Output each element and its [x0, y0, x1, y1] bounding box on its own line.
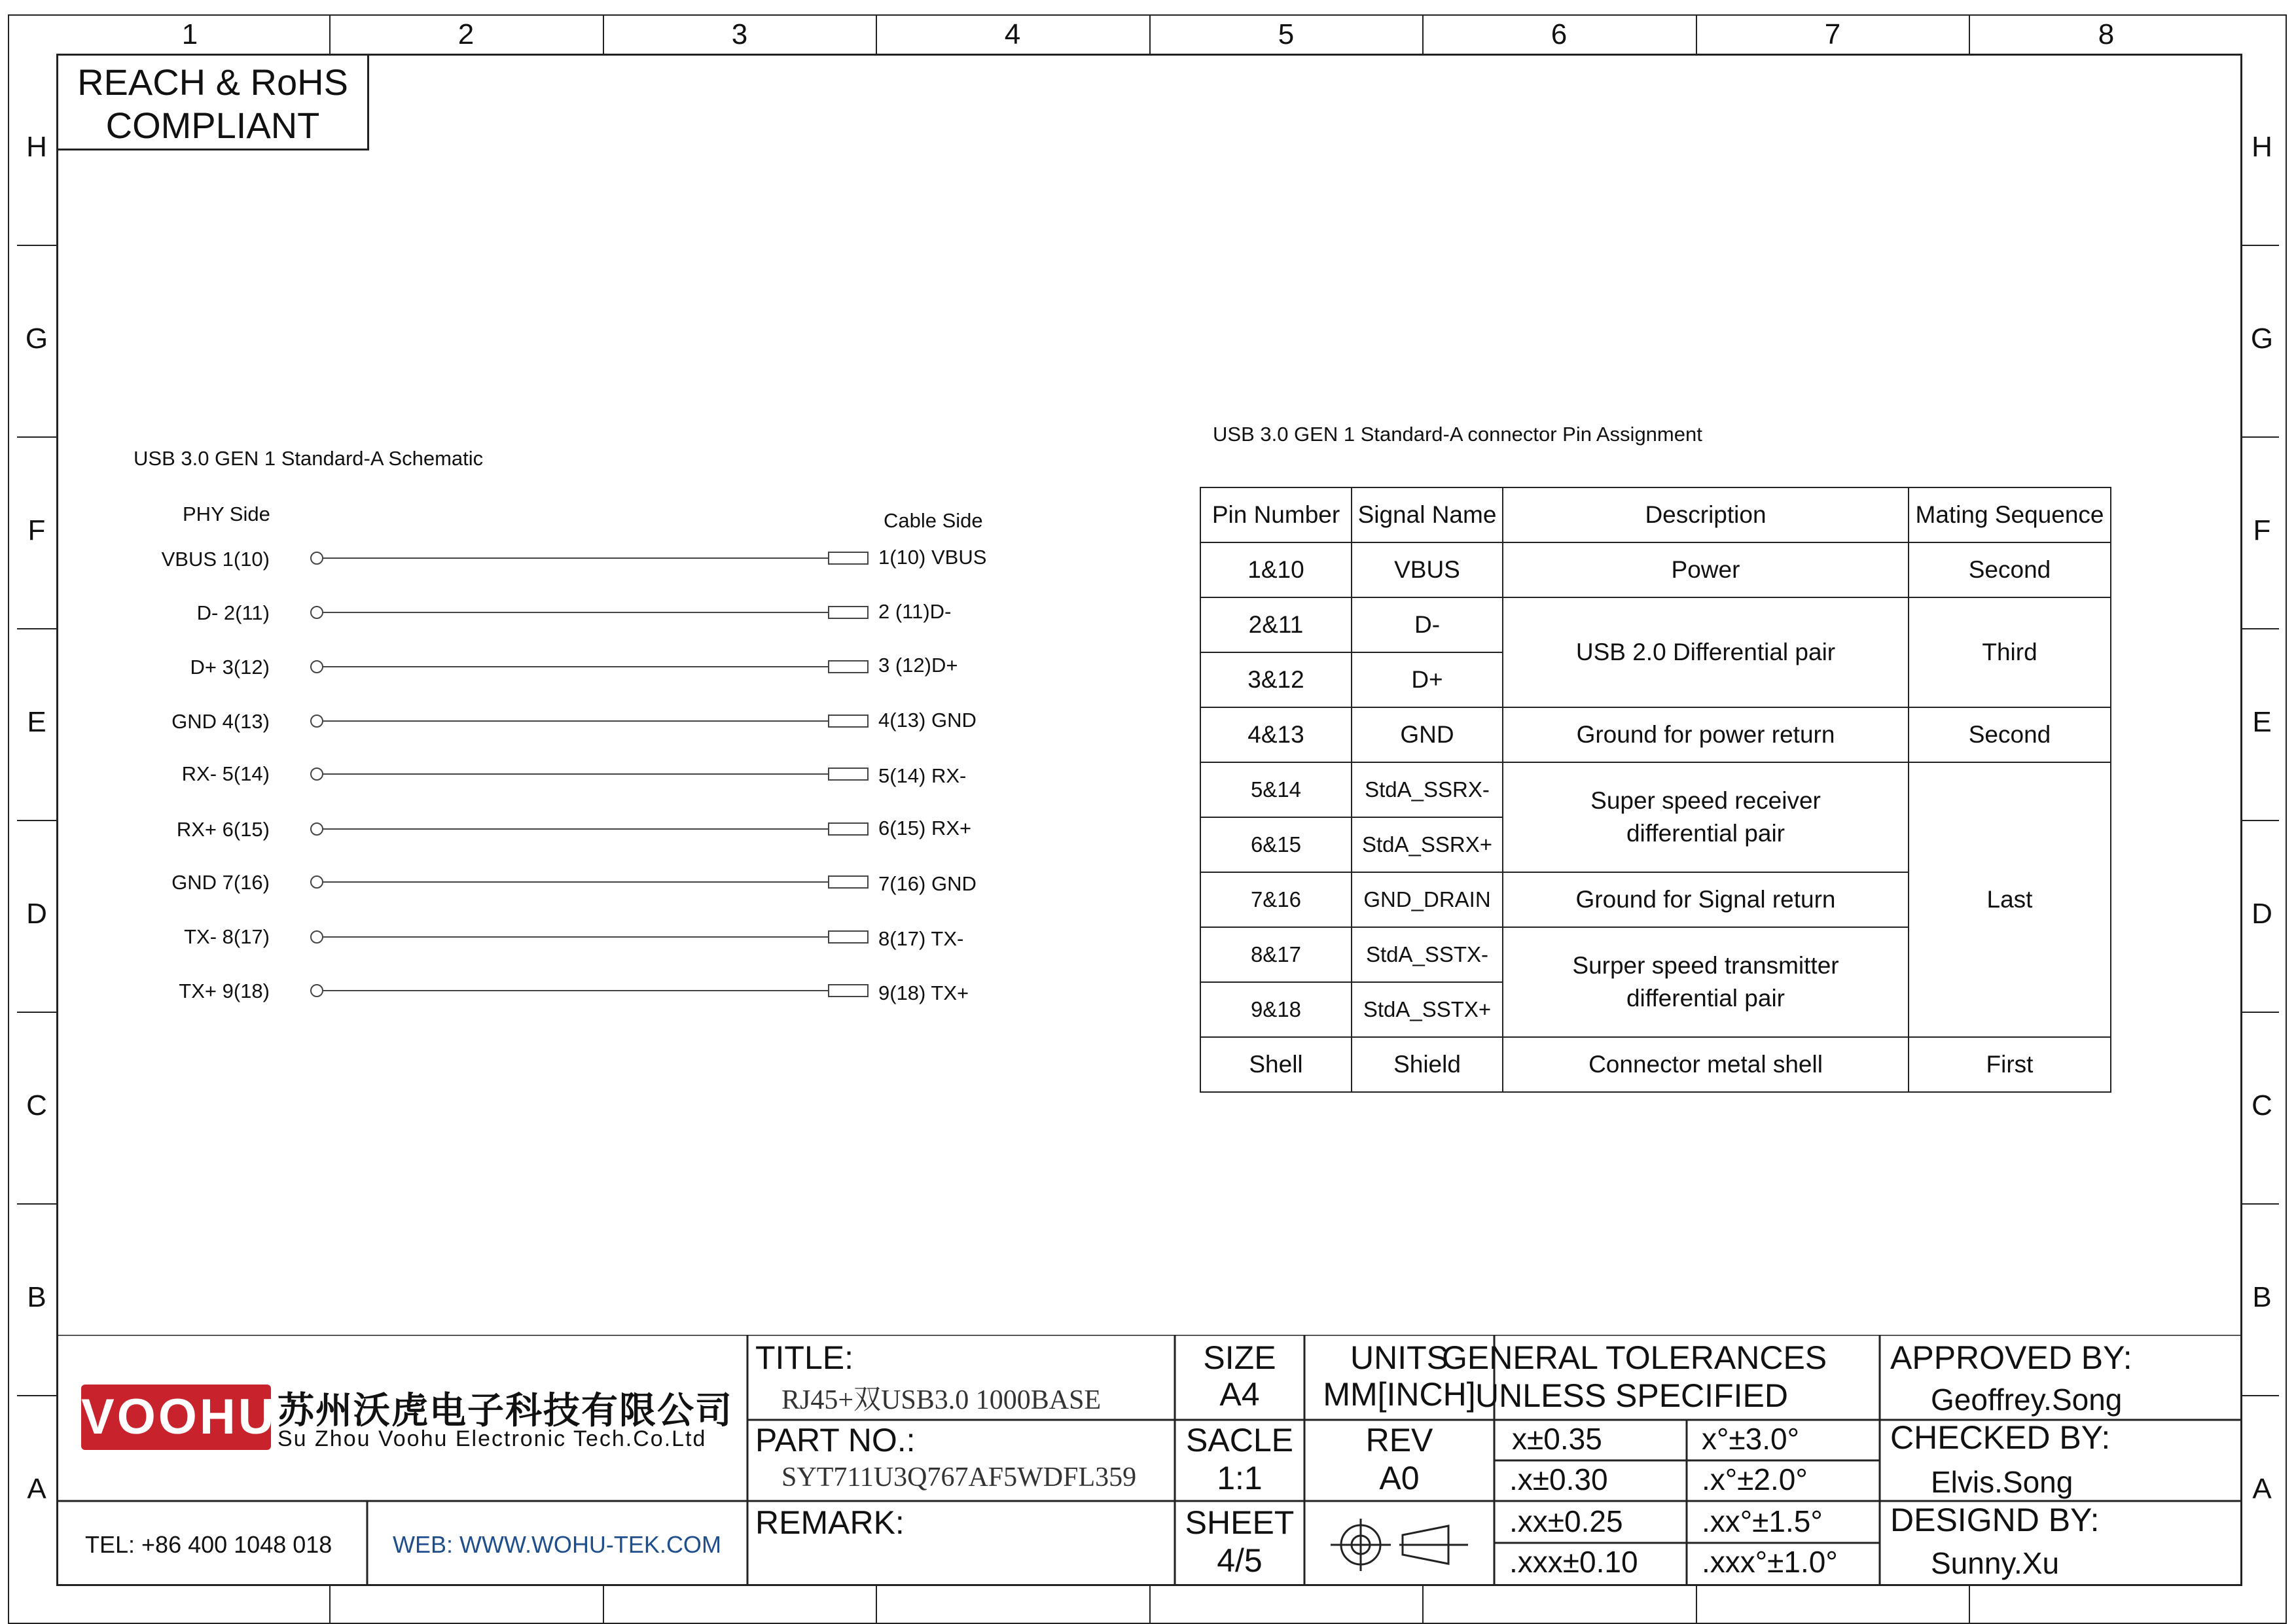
zone-row-label: C	[26, 1089, 47, 1121]
mating-sequence: Last	[1909, 762, 2111, 1037]
tolerance-angular: .x°±2.0°	[1702, 1462, 1808, 1496]
zone-divider	[876, 1586, 877, 1623]
mating-sequence: First	[1909, 1037, 2111, 1092]
description: USB 2.0 Differential pair	[1503, 597, 1909, 707]
phy-pin-label: D+ 3(12)	[190, 656, 270, 679]
table-row	[1200, 542, 2111, 597]
signal-name: VBUS	[1352, 542, 1503, 597]
compliance-line-2: COMPLIANT	[105, 105, 320, 146]
size-value: A4	[1219, 1376, 1260, 1413]
schematic-title: USB 3.0 GEN 1 Standard-A Schematic	[134, 447, 484, 470]
signal-name: GND_DRAIN	[1352, 872, 1503, 927]
phy-pin-label: VBUS 1(10)	[161, 548, 270, 571]
zone-row-label: B	[27, 1281, 46, 1313]
zone-divider	[1696, 14, 1697, 54]
part-number-value: SYT711U3Q767AF5WDFL359	[781, 1462, 1137, 1492]
zone-divider	[17, 436, 56, 438]
tolerance-linear: .x±0.30	[1509, 1462, 1608, 1496]
zone-row-label: A	[2252, 1473, 2272, 1505]
description-line: differential pair	[1626, 820, 1785, 847]
description: Connector metal shell	[1503, 1037, 1909, 1092]
zone-row-label: F	[27, 514, 46, 546]
part-number-label: PART NO.:	[755, 1422, 916, 1458]
tolerance-linear: .xxx±0.10	[1509, 1545, 1638, 1579]
wire-5	[311, 768, 868, 780]
signal-name: GND	[1352, 707, 1503, 762]
table-row	[1200, 1037, 2111, 1092]
wire-6	[311, 823, 868, 835]
cable-pin-label: 5(14) RX-	[878, 764, 967, 787]
signal-name: D-	[1352, 597, 1503, 652]
company-name-en: Su Zhou Voohu Electronic Tech.Co.Ltd	[278, 1426, 707, 1451]
zone-divider	[2242, 628, 2279, 629]
tolerance-linear: .xx±0.25	[1509, 1504, 1623, 1538]
zone-divider	[876, 14, 877, 54]
zone-divider	[17, 245, 56, 246]
zone-column-label: 8	[2098, 18, 2115, 50]
pin-number: 8&17	[1200, 927, 1352, 982]
company-tel: TEL: +86 400 1048 018	[85, 1531, 332, 1558]
tolerance-heading-1: GENERAL TOLERANCES	[1442, 1339, 1827, 1376]
table-row	[1200, 597, 2111, 652]
checked-by-value: Elvis.Song	[1931, 1465, 2073, 1499]
description	[1503, 762, 1909, 872]
zone-divider	[1969, 14, 1970, 54]
units-value: MM[INCH]	[1323, 1376, 1476, 1413]
wire-2	[311, 607, 868, 618]
pin-number: 6&15	[1200, 817, 1352, 872]
zone-column-label: 5	[1278, 18, 1295, 50]
zone-row-label: E	[2252, 706, 2272, 738]
phy-pin-label: GND 7(16)	[171, 871, 270, 894]
tolerance-linear: x±0.35	[1512, 1422, 1602, 1456]
description-line: Super speed receiver	[1590, 787, 1821, 814]
designed-by-value: Sunny.Xu	[1931, 1546, 2060, 1580]
schematic-wires	[301, 537, 877, 1008]
pin-assignment-table	[1200, 487, 2111, 1093]
zone-row-label: H	[2251, 131, 2272, 163]
designed-by-label: DESIGND BY:	[1890, 1502, 2100, 1538]
company-web: WEB: WWW.WOHU-TEK.COM	[393, 1531, 721, 1558]
cable-pin-label: 6(15) RX+	[878, 817, 972, 839]
sheet-label: SHEET	[1185, 1504, 1295, 1541]
zone-column-label: 7	[1824, 18, 1841, 50]
column-header: Pin Number	[1200, 487, 1352, 542]
company-name-cn: 苏州沃虎电子科技有限公司	[278, 1390, 733, 1431]
compliance-box	[56, 54, 369, 150]
zone-row-label: G	[2250, 323, 2274, 355]
description	[1503, 927, 1909, 1037]
zone-column-label: 4	[1004, 18, 1021, 50]
cable-pin-label: 3 (12)D+	[878, 654, 958, 677]
cable-pin-label: 9(18) TX+	[878, 981, 969, 1004]
signal-name: StdA_SSRX-	[1352, 762, 1503, 817]
pin-number: 3&12	[1200, 652, 1352, 707]
zone-divider	[2242, 820, 2279, 821]
column-header: Description	[1503, 487, 1909, 542]
title-value: RJ45+双USB3.0 1000BASE	[781, 1385, 1102, 1415]
table-row	[1200, 707, 2111, 762]
description-line: differential pair	[1626, 985, 1785, 1012]
wire-7	[311, 876, 868, 888]
pin-number: 5&14	[1200, 762, 1352, 817]
column-header: Signal Name	[1352, 487, 1503, 542]
phy-pin-label: TX- 8(17)	[184, 925, 270, 948]
tolerance-angular: x°±3.0°	[1702, 1422, 1799, 1456]
zone-divider	[603, 14, 604, 54]
tolerance-angular: .xxx°±1.0°	[1702, 1545, 1838, 1579]
scale-label: SACLE	[1186, 1422, 1293, 1458]
pin-number: 1&10	[1200, 542, 1352, 597]
phy-pin-label: RX- 5(14)	[181, 762, 270, 785]
table-row	[1200, 762, 2111, 817]
zone-row-label: B	[2252, 1281, 2272, 1313]
description: Power	[1503, 542, 1909, 597]
rev-value: A0	[1379, 1460, 1420, 1496]
description-line: Surper speed transmitter	[1572, 952, 1839, 979]
approved-by-value: Geoffrey.Song	[1931, 1383, 2123, 1417]
checked-by-label: CHECKED BY:	[1890, 1419, 2111, 1456]
mating-sequence: Third	[1909, 597, 2111, 707]
zone-divider	[2242, 245, 2279, 246]
zone-divider	[1969, 1586, 1970, 1623]
zone-divider	[17, 820, 56, 821]
zone-column-label: 3	[731, 18, 748, 50]
zone-divider	[2242, 1395, 2279, 1396]
phy-pin-label: TX+ 9(18)	[179, 980, 270, 1002]
tolerance-angular: .xx°±1.5°	[1702, 1504, 1823, 1538]
phy-pin-label: D- 2(11)	[196, 601, 270, 624]
size-label: SIZE	[1203, 1339, 1276, 1376]
zone-column-label: 1	[181, 18, 198, 50]
zone-divider	[329, 14, 331, 54]
zone-divider	[17, 628, 56, 629]
cable-pin-label: 7(16) GND	[878, 872, 977, 895]
mating-sequence: Second	[1909, 542, 2111, 597]
compliance-line-1: REACH & RoHS	[77, 62, 348, 103]
column-header: Mating Sequence	[1909, 487, 2111, 542]
cable-side-header: Cable Side	[884, 509, 983, 532]
zone-row-label: F	[2253, 514, 2271, 546]
signal-name: StdA_SSTX+	[1352, 982, 1503, 1037]
table-header-row	[1200, 487, 2111, 542]
title-label: TITLE:	[755, 1339, 854, 1376]
zone-column-label: 2	[457, 18, 475, 50]
phy-side-header: PHY Side	[183, 503, 270, 525]
zone-divider	[329, 1586, 331, 1623]
phy-pin-label: GND 4(13)	[171, 710, 270, 733]
cable-pin-label: 1(10) VBUS	[878, 546, 987, 569]
signal-name: Shield	[1352, 1037, 1503, 1092]
zone-divider	[603, 1586, 604, 1623]
wire-8	[311, 931, 868, 943]
zone-divider	[17, 1203, 56, 1205]
zone-divider	[1422, 14, 1424, 54]
zone-column-label: 6	[1551, 18, 1568, 50]
zone-row-label: D	[2251, 898, 2272, 930]
wire-1	[311, 552, 868, 564]
description: Ground for Signal return	[1503, 872, 1909, 927]
projection-symbol-icon	[1318, 1515, 1481, 1574]
wire-9	[311, 985, 868, 997]
zone-divider	[1149, 1586, 1151, 1623]
zone-divider	[17, 1395, 56, 1396]
signal-name: StdA_SSRX+	[1352, 817, 1503, 872]
signal-name: StdA_SSTX-	[1352, 927, 1503, 982]
cable-pin-label: 4(13) GND	[878, 709, 977, 732]
zone-divider	[1149, 14, 1151, 54]
description: Ground for power return	[1503, 707, 1909, 762]
zone-divider	[2242, 436, 2279, 438]
zone-divider	[2242, 1012, 2279, 1013]
units-label: UNITS	[1350, 1339, 1448, 1376]
mating-sequence: Second	[1909, 707, 2111, 762]
approved-by-label: APPROVED BY:	[1890, 1339, 2132, 1376]
phy-pin-label: RX+ 6(15)	[176, 818, 270, 841]
pin-number: Shell	[1200, 1037, 1352, 1092]
sheet-value: 4/5	[1217, 1542, 1263, 1579]
company-logo: VOOHU	[81, 1385, 271, 1450]
zone-row-label: C	[2251, 1089, 2272, 1121]
pin-number: 4&13	[1200, 707, 1352, 762]
zone-divider	[17, 1012, 56, 1013]
zone-row-label: G	[25, 323, 48, 355]
tolerance-heading-2: UNLESS SPECIFIED	[1475, 1377, 1788, 1414]
zone-divider	[2242, 1203, 2279, 1205]
zone-divider	[1696, 1586, 1697, 1623]
remark-label: REMARK:	[755, 1504, 905, 1541]
zone-row-label: E	[27, 706, 46, 738]
pin-number: 9&18	[1200, 982, 1352, 1037]
zone-divider	[1422, 1586, 1424, 1623]
pin-number: 2&11	[1200, 597, 1352, 652]
zone-row-label: A	[27, 1473, 46, 1505]
wire-4	[311, 715, 868, 727]
signal-name: D+	[1352, 652, 1503, 707]
zone-row-label: H	[26, 131, 47, 163]
rev-label: REV	[1365, 1422, 1433, 1458]
zone-row-label: D	[26, 898, 47, 930]
scale-value: 1:1	[1217, 1460, 1263, 1496]
pin-table-title: USB 3.0 GEN 1 Standard-A connector Pin Assignment	[1213, 423, 1702, 446]
pin-number: 7&16	[1200, 872, 1352, 927]
wire-3	[311, 661, 868, 673]
cable-pin-label: 2 (11)D-	[878, 600, 952, 623]
cable-pin-label: 8(17) TX-	[878, 927, 964, 950]
